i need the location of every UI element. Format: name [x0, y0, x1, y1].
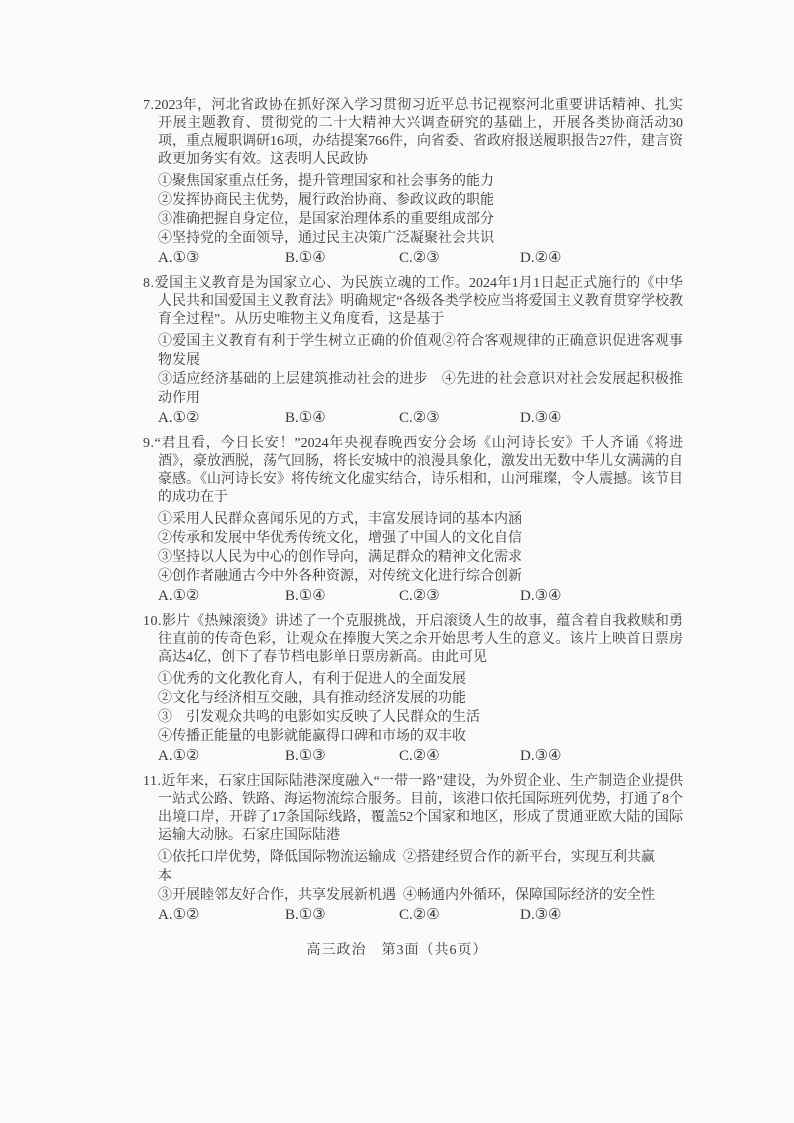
option-line: ③适应经济基础的上层建筑推动社会的进步 ④先进的社会意识对社会发展起积极推动作用 — [158, 372, 683, 406]
option-item: ②文化与经济相互交融，具有推动经济发展的功能 — [158, 691, 466, 706]
question-stem-text: 影片《热辣滚烫》讲述了一个克服挑战，开启滚烫人生的故事，蕴含着自我救赎和勇往直前的传奇色彩，让观众在捧腹大笑之余开始思考人生的意义。该片上映首日票房高达4亿，创下了春节档电影单日票房新高。由此可见 — [158, 614, 683, 665]
answer-choice-c: C.②④ — [399, 748, 440, 764]
answer-row — [143, 409, 683, 428]
answer-choice-a: A.①② — [158, 748, 200, 764]
answer-choice-a: A.①② — [158, 588, 200, 604]
option-item: ②发挥协商民主优势，履行政治协商、参政议政的职能 — [158, 193, 494, 208]
option-item: ④传播正能量的电影就能赢得口碑和市场的双丰收 — [158, 729, 466, 744]
answer-choice-b: B.①③ — [285, 907, 326, 923]
exam-content — [143, 97, 683, 959]
answer-choice-d: D.③④ — [520, 410, 562, 426]
answer-choice-c: C.②④ — [399, 907, 440, 923]
question-stem-text: “君且看，今日长安！”2024年央视春晚西安分会场《山河诗长安》千人齐诵《将进酒》，豪放洒脱，荡气回肠，将长安城中的浪漫具象化，激发出无数中华儿女满满的自豪感。《山河诗长安》将传统文化虚实结合，诗乐相和，山河璀璨，令人震撼。该节目的成功在于 — [154, 436, 683, 505]
option-list — [143, 670, 683, 746]
answer-choice-d: D.③④ — [520, 588, 562, 604]
option-item: ①采用人民群众喜闻乐见的方式，丰富发展诗词的基本内涵 — [158, 512, 522, 527]
answer-choice-c: C.②③ — [399, 410, 440, 426]
option-row — [143, 848, 683, 886]
option-list — [143, 172, 683, 248]
option-item: ④畅通内外循环，保障国际经济的安全性 — [403, 888, 655, 903]
answer-choice-b: B.①④ — [285, 250, 326, 266]
option-item: ④创作者融通古今中外各种资源，对传统文化进行综合创新 — [158, 569, 522, 584]
question-stem-text: 近年来，石家庄国际陆港深度融入“一带一路”建设，为外贸企业、生产制造企业提供一站式公路、铁路、海运物流综合服务。目前，该港口依托国际班列优势，打通了8个出境口岸，开辟了17条国际线路，覆盖52个国家和地区，形成了贯通亚欧大陆的国际运输大动脉。石家庄国际陆港 — [158, 774, 683, 843]
option-item: ③ 引发观众共鸣的电影如实反映了人民群众的生活 — [158, 710, 480, 725]
option-item: ④坚持党的全面领导，通过民主决策广泛凝聚社会共识 — [158, 231, 494, 246]
option-item: ②传承和发展中华优秀传统文化，增强了中国人的文化自信 — [158, 531, 522, 546]
question-8 — [143, 275, 683, 428]
question-number: 10. — [143, 614, 162, 629]
option-item: ①依托口岸优势，降低国际物流运输成本 — [158, 850, 396, 884]
answer-choice-b: B.①③ — [285, 748, 326, 764]
answer-choice-c: C.②③ — [399, 588, 440, 604]
option-item: ①聚焦国家重点任务，提升管理国家和社会事务的能力 — [158, 174, 494, 189]
answer-choice-a: A.①② — [158, 907, 200, 923]
option-item: ①优秀的文化教化育人，有利于促进人的全面发展 — [158, 672, 466, 687]
page-footer: 高三政治 第3面（共6页） — [306, 943, 488, 958]
answer-row — [143, 747, 683, 766]
option-item: ③坚持以人民为中心的创作导向，满足群众的精神文化需求 — [158, 550, 522, 565]
option-row — [143, 886, 683, 905]
option-item: ③开展睦邻友好合作，共享发展新机遇 — [158, 888, 396, 903]
question-stem-text: 2023年，河北省政协在抓好深入学习贯彻习近平总书记视察河北重要讲话精神、扎实开展主题教育、贯彻党的二十大精神大兴调查研究的基础上，开展各类协商活动30项，重点履职调研16项，办结提案766件，向省委、省政府报送履职报告27件，建言资政更加务实有效。这表明人民政协 — [154, 98, 683, 167]
answer-row — [143, 587, 683, 606]
question-stem — [143, 275, 683, 329]
answer-choice-b: B.①④ — [285, 410, 326, 426]
question-number: 11. — [143, 774, 162, 789]
question-number: 7. — [143, 98, 155, 113]
question-stem-text: 爱国主义教育是为国家立心、为民族立魂的工作。2024年1月1日起正式施行的《中华人民共和国爱国主义教育法》明确规定“各级各类学校应当将爱国主义教育贯穿学校教育全过程”。从历史唯物主义角度看，这是基于 — [154, 276, 683, 327]
question-number: 8. — [143, 276, 155, 291]
option-line: ①爱国主义教育有利于学生树立正确的价值观②符合客观规律的正确意识促进客观事物发展 — [158, 334, 683, 368]
answer-choice-d: D.②④ — [520, 250, 562, 266]
question-11 — [143, 773, 683, 925]
question-stem — [143, 97, 683, 169]
answer-choice-b: B.①④ — [285, 588, 326, 604]
option-item: ②搭建经贸合作的新平台，实现互利共赢 — [403, 850, 655, 865]
option-item: ③准确把握自身定位，是国家治理体系的重要组成部分 — [158, 212, 494, 227]
answer-choice-a: A.①③ — [158, 250, 200, 266]
question-7 — [143, 97, 683, 268]
question-9 — [143, 435, 683, 606]
answer-row — [143, 906, 683, 925]
answer-choice-a: A.①② — [158, 410, 200, 426]
question-stem — [143, 613, 683, 667]
option-list — [143, 510, 683, 586]
question-10 — [143, 613, 683, 766]
answer-choice-c: C.②③ — [399, 250, 440, 266]
answer-row — [143, 249, 683, 268]
question-number: 9. — [143, 436, 155, 451]
question-stem — [143, 435, 683, 507]
question-stem — [143, 773, 683, 845]
option-list — [143, 332, 683, 408]
answer-choice-d: D.③④ — [520, 748, 562, 764]
option-list — [143, 848, 683, 905]
answer-choice-d: D.③④ — [520, 907, 562, 923]
